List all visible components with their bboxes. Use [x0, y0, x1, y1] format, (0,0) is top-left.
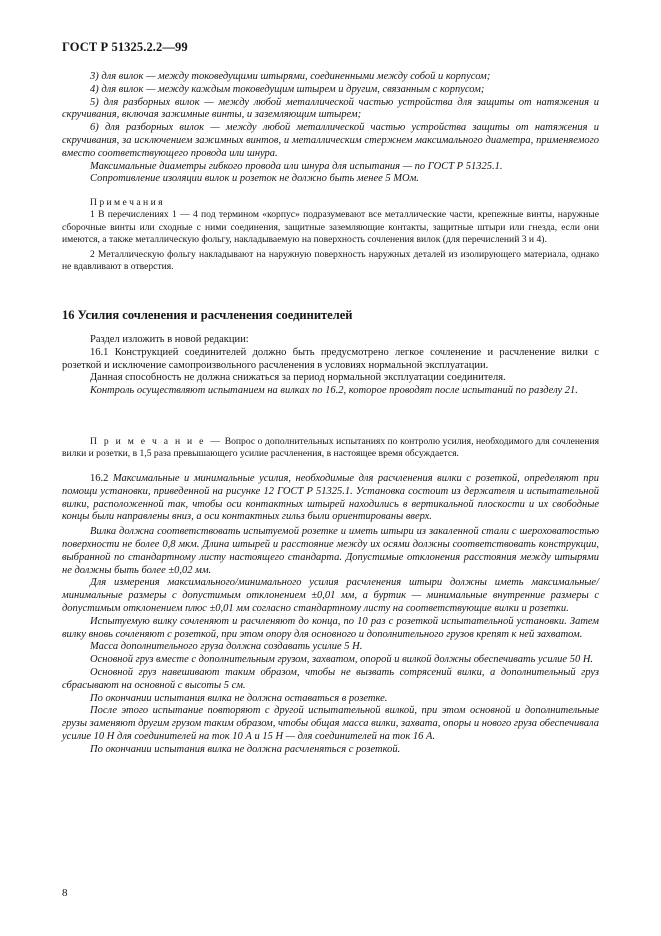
section-note — [62, 436, 599, 461]
section-16-2 — [62, 473, 599, 757]
paragraph: Данная способность не должна снижаться за период нормальной эксплуатации соединителя. — [90, 372, 506, 384]
section-title: 16 Усилия сочленения и расчленения соединителей — [62, 308, 353, 322]
paragraph: Испытуемую вилку сочленяют и расчленяют до конца, по 10 раз с розеткой испытательной установки. Затем вилку вновь сочленяют с розеткой, при этом опору для основного и дополнительного грузов крепят к ней захватом. — [62, 615, 599, 640]
document-header: ГОСТ Р 51325.2.2—99 — [62, 40, 188, 54]
notes-title: П р и м е ч а н и я — [90, 197, 163, 208]
list-item: 5) для разборных вилок — между любой металлической частью устройства для защиты от натяжения и скручивания, включая зажимные винты, и заземляющим штырем; — [62, 96, 599, 121]
paragraph: Вилка должна соответствовать испытуемой розетке и иметь штыри из закаленной стали с шероховатостью поверхности не более 0,8 мкм. Длина штырей и расстояние между их осями должны соответствовать конструкции, выбранной по стандартному листу настоящего стандарта. Допустимые отклонения расстояния между штырями не должны быть более ±0,02 мм. — [62, 526, 599, 576]
note-item: 2 Металлическую фольгу накладывают на наружную поверхность наружных деталей из изолирующего материала, однако не вдавливают в отверстия. — [62, 248, 599, 273]
section-16-1 — [62, 334, 599, 398]
paragraph-16-2-text: Максимальные и минимальные усилия, необходимые для расчленения вилки с розеткой, определяют при помощи установки, приведенной на рисунке 12 ГОСТ Р 51325.1. Установка состоит из держателя и испытательной вилки, расположенной так, чтобы оси контактных штырей находились в вертикальной плоскости и их свободные концы были направлены вниз, а оси контактных гильз были ориентированы вверх. — [62, 473, 599, 523]
paragraph-number: 16.2 — [90, 473, 109, 484]
paragraph: Основной груз навешивают таким образом, чтобы не вызвать сотрясений вилки, а дополнительный груз сбрасывают на основной с высоты 5 см. — [62, 666, 599, 691]
paragraph: По окончании испытания вилка не должна расчленяться с розеткой. — [90, 743, 401, 755]
note-text: Вопрос о дополнительных испытаниях по контролю усилия, необходимого для сочленения вилки и розетки, в 1,5 раза превышающего усилие расчленения, в настоящее время обсуждается. — [62, 436, 599, 460]
list-item: 6) для разборных вилок — между любой металлической частью устройства защиты от натяжения и скручивания, за исключением зажимных винтов, и металлическим стержнем максимального диаметра, применяемого вместо соответствующего провода или шнура. — [62, 122, 599, 159]
list-item: 4) для вилок — между каждым токоведущим штырем и другим, связанным с корпусом; — [90, 83, 485, 95]
notes-block — [62, 197, 599, 273]
section-intro: Раздел изложить в новой редакции: — [90, 334, 249, 345]
paragraph-control: Контроль осуществляют испытанием на вилках по 16.2, которое проводят после испытаний по разделу 21. — [90, 385, 578, 397]
list-item: Сопротивление изоляции вилок и розеток не должно быть менее 5 МОм. — [90, 173, 419, 185]
list-item: 3) для вилок — между токоведущими штырями, соединенными между собой и корпусом; — [90, 71, 491, 82]
paragraph: Основной груз вместе с дополнительным грузом, захватом, опорой и вилкой должны обеспечивать усилие 50 Н. — [90, 654, 594, 666]
list-item: Максимальные диаметры гибкого провода или шнура для испытания — по ГОСТ Р 51325.1. — [90, 160, 503, 172]
page-number: 8 — [62, 887, 68, 899]
paragraph: После этого испытание повторяют с другой испытательной вилкой, при этом основной и дополнительные грузы заменяют другим грузом таким образом, чтобы общая масса вилки, захвата, опоры и нового груза обеспечивала усилие 10 Н для соединителей на ток 10 А и 15 Н — для соединителей на ток 16 А. — [62, 705, 599, 742]
note-paragraph — [62, 436, 599, 461]
paragraph: Для измерения максимального/минимального усилия расчленения штыри должны иметь максимальные/минимальные размеры с допустимым отклонением ±0,01 мм, а буртик — минимальные внутренние размеры с допустимым отклонением плюс ±0,01 мм согласно стандартному листу на соответствующие вилки и розетки. — [62, 577, 599, 614]
note-item: 1 В перечислениях 1 — 4 под термином «корпус» подразумевают все металлические части, крепежные винты, наружные сборочные винты или сходные с ними соединения, защитные заземляющие контакты, защитные штыри или гнезда, если они имеются, а также металлическую фольгу, накладываемую на поверхность сочленения вилок (для перечислений 3 и 4). — [62, 209, 599, 246]
note-label: П р и м е ч а н и е — — [90, 436, 223, 447]
paragraph-16-1: 16.1 Конструкцией соединителей должно быть предусмотрено легкое сочленение и расчленение вилки с розеткой и исключение самопроизвольного расчленения в условиях нормальной эксплуатации. — [62, 346, 599, 371]
paragraph: Масса дополнительного груза должна создавать усилие 5 Н. — [90, 641, 363, 653]
paragraph: По окончании испытания вилка не должна оставаться в розетке. — [90, 692, 388, 704]
paragraph-16-2 — [62, 473, 599, 524]
list-block — [62, 71, 599, 186]
